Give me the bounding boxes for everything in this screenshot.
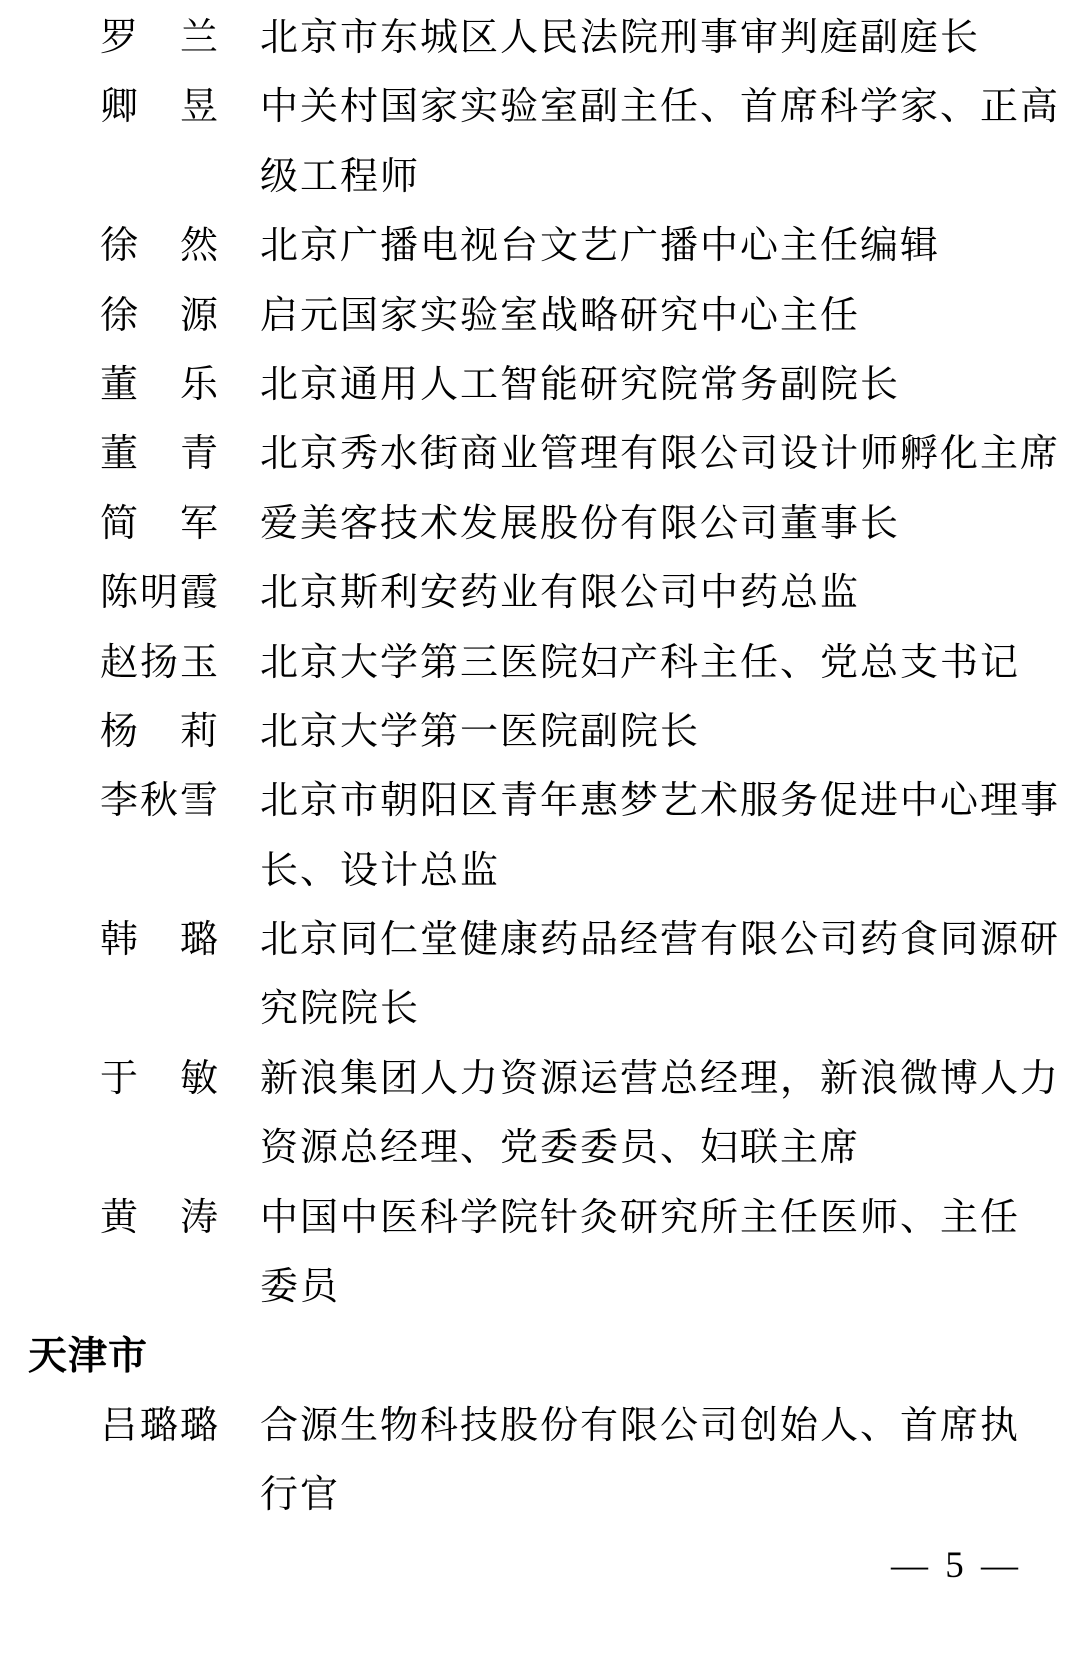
entry-name: 董乐 — [100, 363, 220, 406]
entry-title — [260, 1045, 1070, 1184]
entry-title — [260, 282, 1070, 351]
entry-name: 徐然 — [100, 225, 220, 268]
entry-title-line: 北京大学第三医院妇产科主任、党总支书记 — [260, 641, 1021, 684]
list-entry — [0, 698, 1080, 767]
entry-title-line: 中关村国家实验室副主任、首席科学家、正高 — [260, 86, 1061, 129]
entry-title-line: 北京市东城区人民法院刑事审判庭副庭长 — [260, 17, 981, 59]
list-entry — [0, 559, 1080, 628]
entry-title-line: 资源总经理、党委委员、妇联主席 — [260, 1127, 861, 1170]
entry-title-line: 级工程师 — [260, 155, 421, 198]
list-entry — [0, 420, 1080, 489]
entry-title-line: 北京秀水街商业管理有限公司设计师孵化主席 — [260, 433, 1061, 476]
section-header-tianjin: 天津市 — [28, 1335, 149, 1379]
entry-title-line: 中国中医科学院针灸研究所主任医师、主任 — [260, 1196, 1021, 1239]
entry-title — [260, 73, 1070, 212]
entry-name: 罗兰 — [100, 17, 220, 59]
entry-name: 徐源 — [100, 294, 220, 337]
list-entry — [0, 629, 1080, 698]
entry-title-line: 委员 — [260, 1266, 341, 1309]
list-entry — [0, 282, 1080, 351]
list-entry — [0, 767, 1080, 906]
entry-title — [260, 420, 1070, 489]
entry-title-line: 北京斯利安药业有限公司中药总监 — [260, 572, 861, 615]
list-entry — [0, 4, 1080, 73]
list-entry — [0, 490, 1080, 559]
entry-title — [260, 629, 1070, 698]
list-entry — [0, 351, 1080, 420]
list-entry — [0, 1392, 1080, 1531]
entry-title — [260, 1184, 1070, 1323]
entry-name: 董青 — [100, 433, 220, 476]
entry-name: 卿昱 — [100, 86, 220, 129]
entry-name: 简军 — [100, 502, 220, 545]
entry-name: 黄涛 — [100, 1196, 220, 1239]
entry-title-line: 爱美客技术发展股份有限公司董事长 — [260, 502, 901, 545]
page-number: — 5 — — [891, 1544, 1022, 1586]
entry-title-line: 北京通用人工智能研究院常务副院长 — [260, 363, 901, 406]
entry-title — [260, 351, 1070, 420]
entry-title — [260, 212, 1070, 281]
list-entry — [0, 73, 1080, 212]
entry-name: 韩璐 — [100, 919, 220, 962]
entry-title-line: 启元国家实验室战略研究中心主任 — [260, 294, 861, 337]
entry-name: 吕璐璐 — [100, 1404, 221, 1447]
entry-title — [260, 906, 1070, 1045]
entry-title-line: 合源生物科技股份有限公司创始人、首席执 — [260, 1404, 1021, 1447]
entry-title — [260, 698, 1070, 767]
list-entry — [0, 906, 1080, 1045]
entry-title-line: 北京同仁堂健康药品经营有限公司药食同源研 — [260, 919, 1061, 962]
entry-title — [260, 4, 1070, 73]
list-entry — [0, 1184, 1080, 1323]
entry-title — [260, 1392, 1070, 1531]
entry-name: 杨莉 — [100, 710, 220, 753]
entry-title-line: 北京市朝阳区青年惠梦艺术服务促进中心理事 — [260, 780, 1061, 823]
list-entry — [0, 1045, 1080, 1184]
entry-name: 陈明霞 — [100, 572, 221, 615]
entry-title-line: 北京广播电视台文艺广播中心主任编辑 — [260, 225, 941, 268]
entry-title — [260, 767, 1070, 906]
entry-title — [260, 490, 1070, 559]
entry-title-line: 行官 — [260, 1474, 341, 1517]
list-entry — [0, 212, 1080, 281]
entry-title-line: 新浪集团人力资源运营总经理，新浪微博人力 — [260, 1057, 1061, 1100]
entry-title-line: 北京大学第一医院副院长 — [260, 710, 701, 753]
entry-title-line: 长、设计总监 — [260, 849, 501, 892]
entry-name: 李秋雪 — [100, 780, 221, 823]
entry-name: 于敏 — [100, 1057, 220, 1100]
entry-title — [260, 559, 1070, 628]
entry-title-line: 究院院长 — [260, 988, 421, 1031]
entry-name: 赵扬玉 — [100, 641, 221, 684]
